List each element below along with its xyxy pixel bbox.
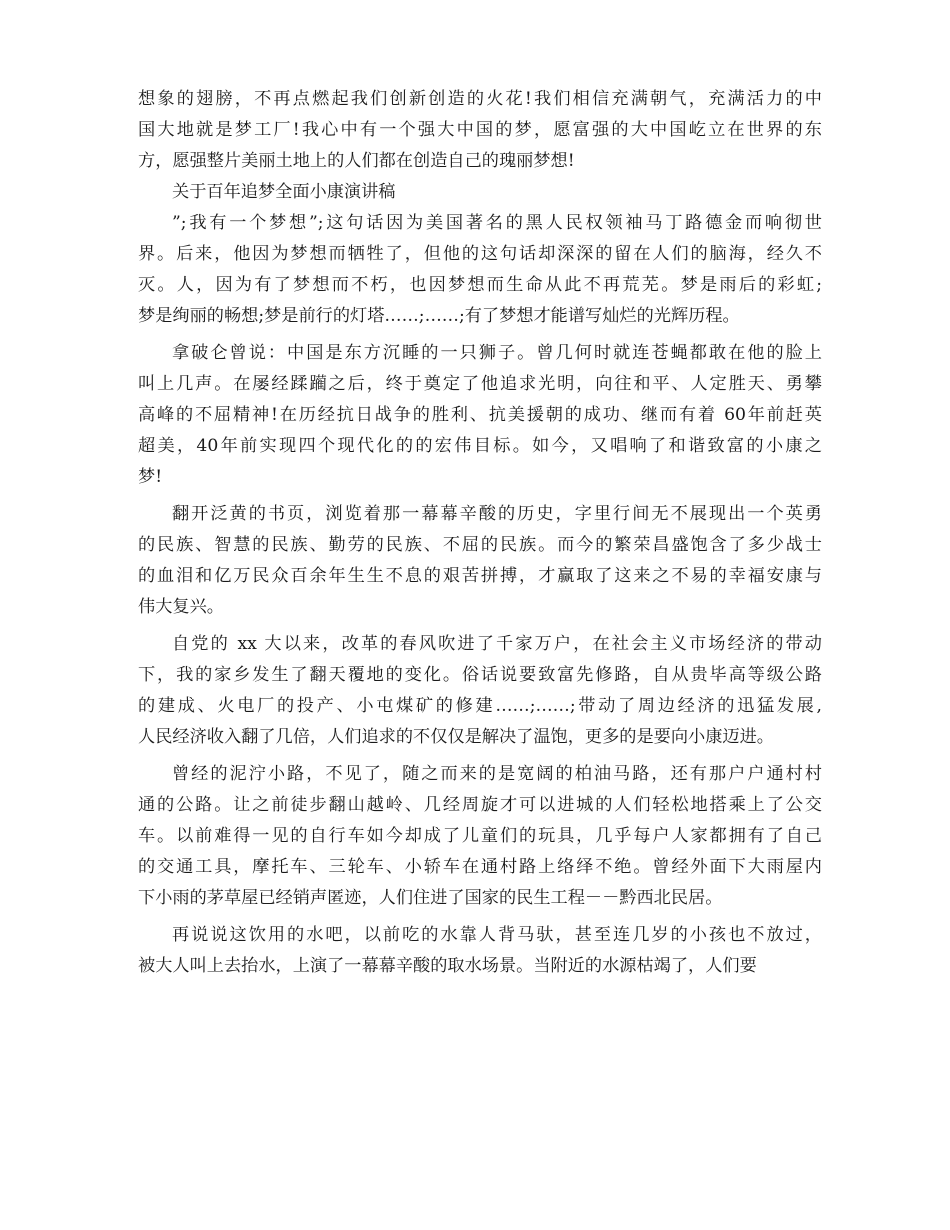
paragraph — [138, 759, 822, 914]
text-line: 伟大复兴。 — [138, 597, 224, 617]
text-line: 叫上几声。在屡经蹂躏之后，终于奠定了他追求光明，向往和平、人定胜天、勇攀 — [138, 374, 822, 394]
text-line: 想象的翅膀，不再点燃起我们创新创造的火花!我们相信充满朝气，充满活力的中 — [138, 89, 822, 109]
text-line: 梦! — [138, 467, 163, 487]
text-line: 方，愿强整片美丽土地上的人们都在创造自己的瑰丽梦想! — [138, 151, 575, 171]
text-line: 再说说这饮用的水吧，以前吃的水靠人背马驮，甚至连几岁的小孩也不放过， — [172, 925, 822, 945]
paragraph — [138, 177, 822, 208]
text-line: 灭。人，因为有了梦想而不朽，也因梦想而生命从此不再荒芜。梦是雨后的彩虹; — [138, 275, 822, 295]
paragraph — [138, 499, 822, 623]
text-line: ”;我有一个梦想”;这句话因为美国著名的黑人民权领袖马丁路德金而响彻世 — [172, 213, 822, 233]
document-body — [138, 84, 822, 982]
text-line: 曾经的泥泞小路，不见了，随之而来的是宽阔的柏油马路，还有那户户通村村 — [172, 764, 822, 784]
text-line: 被大人叫上去抬水，上演了一幕幕辛酸的取水场景。当附近的水源枯竭了，人们要 — [138, 956, 757, 976]
text-line: 翻开泛黄的书页，浏览着那一幕幕辛酸的历史，字里行间无不展现出一个英勇 — [172, 504, 822, 524]
text-line: 的建成、火电厂的投产、小屯煤矿的修建……;……;带动了周边经济的迅猛发展, — [138, 696, 822, 716]
text-line: 下，我的家乡发生了翻天覆地的变化。俗话说要致富先修路，自从贵毕高等级公路 — [138, 665, 822, 685]
text-line: 通的公路。让之前徒步翻山越岭、几经周旋才可以进城的人们轻松地搭乘上了公交 — [138, 795, 822, 815]
paragraph — [138, 920, 822, 982]
text-line: 人民经济收入翻了几倍，人们追求的不仅仅是解决了温饱，更多的是要向小康迈进。 — [138, 727, 774, 747]
text-line: 的民族、智慧的民族、勤劳的民族、不屈的民族。而今的繁荣昌盛饱含了多少战士 — [138, 535, 822, 555]
paragraph — [138, 629, 822, 753]
text-line: 拿破仑曾说：中国是东方沉睡的一只狮子。曾几何时就连苍蝇都敢在他的脸上 — [172, 343, 822, 363]
paragraph — [138, 84, 822, 177]
paragraph — [138, 338, 822, 493]
text-line: 自党的 xx 大以来，改革的春风吹进了千家万户，在社会主义市场经济的带动 — [172, 634, 822, 654]
paragraph — [138, 208, 822, 332]
text-line: 关于百年追梦全面小康演讲稿 — [172, 182, 396, 202]
text-line: 的交通工具，摩托车、三轮车、小轿车在通村路上络绎不绝。曾经外面下大雨屋内 — [138, 857, 822, 877]
text-line: 国大地就是梦工厂!我心中有一个强大中国的梦，愿富强的大中国屹立在世界的东 — [138, 120, 822, 140]
text-line: 梦是绚丽的畅想;梦是前行的灯塔……;……;有了梦想才能谱写灿烂的光辉历程。 — [138, 306, 740, 326]
text-line: 高峰的不屈精神!在历经抗日战争的胜利、抗美援朝的成功、继而有着 60年前赶英 — [138, 405, 822, 425]
text-line: 车。以前难得一见的自行车如今却成了儿童们的玩具，几乎每户人家都拥有了自己 — [138, 826, 822, 846]
text-line: 超美，40年前实现四个现代化的的宏伟目标。如今，又唱响了和谐致富的小康之 — [138, 436, 822, 456]
text-line: 界。后来，他因为梦想而牺牲了，但他的这句话却深深的留在人们的脑海，经久不 — [138, 244, 822, 264]
text-line: 的血泪和亿万民众百余年生生不息的艰苦拼搏，才赢取了这来之不易的幸福安康与 — [138, 566, 822, 586]
text-line: 下小雨的茅草屋已经销声匿迹，人们住进了国家的民生工程－－黔西北民居。 — [138, 888, 723, 908]
